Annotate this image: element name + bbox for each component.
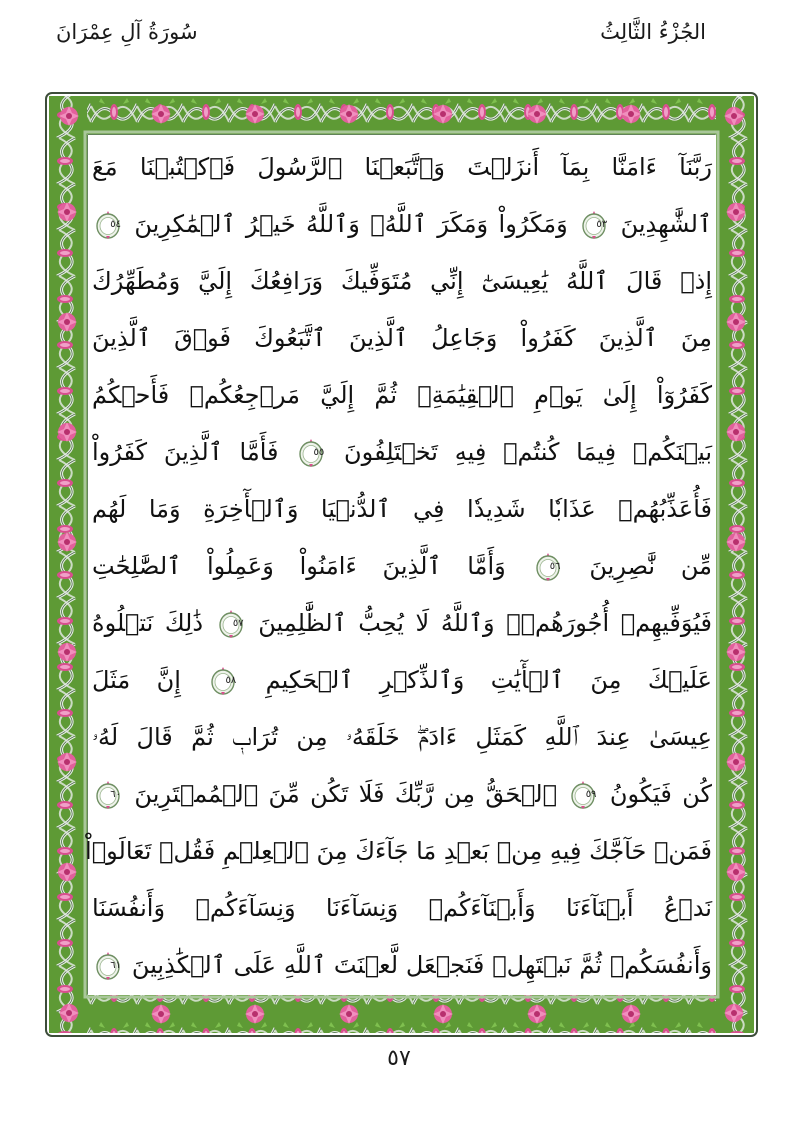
verse-line: [92, 652, 712, 709]
ayah-number-marker: [570, 780, 596, 810]
ayah-number: ٦١: [110, 960, 121, 971]
verse-text: وَأَنفُسَكُمۡ ثُمَّ نَبۡتَهِلۡ فَنَجۡعَل لَّعۡنَتَ ٱللَّهِ عَلَى ٱلۡكَٰذِبِينَ: [131, 951, 712, 979]
ayah-number: ٥٦: [549, 561, 561, 572]
juz-label: الجُزْءُ الثَّالِثُ: [600, 20, 706, 44]
verse-text: كُن فَيَكُونُ: [609, 780, 712, 808]
verse-text: إِذۡ قَالَ ٱللَّهُ يَٰعِيسَىٰٓ إِنِّي مُتَوَفِّيكَ وَرَافِعُكَ إِلَيَّ وَمُطَهِّرُكَ: [92, 267, 712, 295]
ayah-number-marker: [535, 552, 561, 582]
verse-text: كَفَرُوٓاْ إِلَىٰ يَوۡمِ ٱلۡقِيَٰمَةِۖ ثُمَّ إِلَيَّ مَرۡجِعُكُمۡ فَأَحۡكُمُ: [92, 381, 712, 409]
verse-text: فَمَنۡ حَآجَّكَ فِيهِ مِنۢ بَعۡدِ مَا جَآءَكَ مِنَ ٱلۡعِلۡمِ فَقُلۡ تَعَالَوۡاْ: [85, 837, 712, 865]
surah-label: سُورَةُ آلِ عِمْرَانَ: [56, 20, 198, 44]
verse-line: [92, 709, 712, 766]
ayah-number-marker: [298, 438, 324, 468]
verse-line: [92, 937, 712, 994]
verse-text: فَيُوَفِّيهِمۡ أُجُورَهُمۡۗ وَٱللَّهُ لَا يُحِبُّ ٱلظَّٰلِمِينَ: [258, 609, 712, 637]
ayah-number-marker: [210, 666, 236, 696]
ayah-number: ٥٤: [110, 219, 121, 230]
verse-text: نَدۡعُ أَبۡنَآءَنَا وَأَبۡنَآءَكُمۡ وَنِسَآءَنَا وَنِسَآءَكُمۡ وَأَنفُسَنَا: [92, 894, 712, 922]
verse-text: إِنَّ مَثَلَ: [92, 666, 181, 694]
verse-text: فَأَمَّا ٱلَّذِينَ كَفَرُواْ: [92, 438, 279, 466]
verse-line: [92, 253, 712, 310]
page-number: ٥٧: [387, 1046, 411, 1071]
verse-line: [92, 367, 712, 424]
verse-line: [92, 766, 712, 823]
verse-line: [92, 424, 712, 481]
verse-text: ٱلۡحَقُّ مِن رَّبِّكَ فَلَا تَكُن مِّنَ ٱلۡمُمۡتَرِينَ: [134, 780, 558, 808]
verse-text: عِيسَىٰ عِندَ ٱللَّهِ كَمَثَلِ ءَادَمَۖ خَلَقَهُۥ مِن تُرَابٖ ثُمَّ قَالَ لَهُۥ: [92, 723, 712, 751]
ayah-number-marker: [581, 210, 607, 240]
ayah-number: ٥٩: [585, 789, 597, 800]
ayah-number: ٥٧: [232, 618, 244, 629]
verse-line: [92, 310, 712, 367]
verse-line: [92, 538, 712, 595]
verse-line: [92, 595, 712, 652]
verse-text: ذَٰلِكَ نَتۡلُوهُ: [92, 609, 204, 637]
ayah-number-marker: [95, 951, 121, 981]
verse-line: [92, 139, 712, 196]
verse-line: [85, 823, 712, 880]
ayah-number-marker: [95, 210, 121, 240]
verse-text: مِّن نَّٰصِرِينَ: [589, 552, 712, 580]
ayah-number: ٥٣: [596, 219, 608, 230]
verse-text: مِنَ ٱلَّذِينَ كَفَرُواْ وَجَاعِلُ ٱلَّذِينَ ٱتَّبَعُوكَ فَوۡقَ ٱلَّذِينَ: [92, 324, 712, 352]
quran-text-area: [85, 135, 716, 995]
ayah-number: ٥٨: [225, 675, 237, 686]
verse-line: [92, 880, 712, 937]
ayah-number: ٥٥: [313, 447, 325, 458]
ayah-number: ٦٠: [110, 789, 121, 800]
verse-line: [92, 481, 712, 538]
verse-text: وَمَكَرُواْ وَمَكَرَ ٱللَّهُۖ وَٱللَّهُ خَيۡرُ ٱلۡمَٰكِرِينَ: [134, 210, 568, 238]
verse-text: فَأُعَذِّبُهُمۡ عَذَابٗا شَدِيدٗا فِي ٱلدُّنۡيَا وَٱلۡأٓخِرَةِ وَمَا لَهُم: [92, 495, 712, 523]
verse-line: [92, 196, 712, 253]
ayah-number-marker: [218, 609, 244, 639]
verse-text: بَيۡنَكُمۡ فِيمَا كُنتُمۡ فِيهِ تَخۡتَلِفُونَ: [344, 438, 713, 466]
verse-text: ٱلشَّٰهِدِينَ: [620, 210, 712, 238]
ayah-number-marker: [95, 780, 121, 810]
verse-text: رَبَّنَآ ءَامَنَّا بِمَآ أَنزَلۡتَ وَٱتَّبَعۡنَا ٱلرَّسُولَ فَٱكۡتُبۡنَا مَعَ: [92, 153, 712, 181]
verse-text: عَلَيۡكَ مِنَ ٱلۡأٓيَٰتِ وَٱلذِّكۡرِ ٱلۡحَكِيمِ: [265, 666, 712, 694]
verse-text: وَأَمَّا ٱلَّذِينَ ءَامَنُواْ وَعَمِلُواْ ٱلصَّٰلِحَٰتِ: [92, 552, 506, 580]
